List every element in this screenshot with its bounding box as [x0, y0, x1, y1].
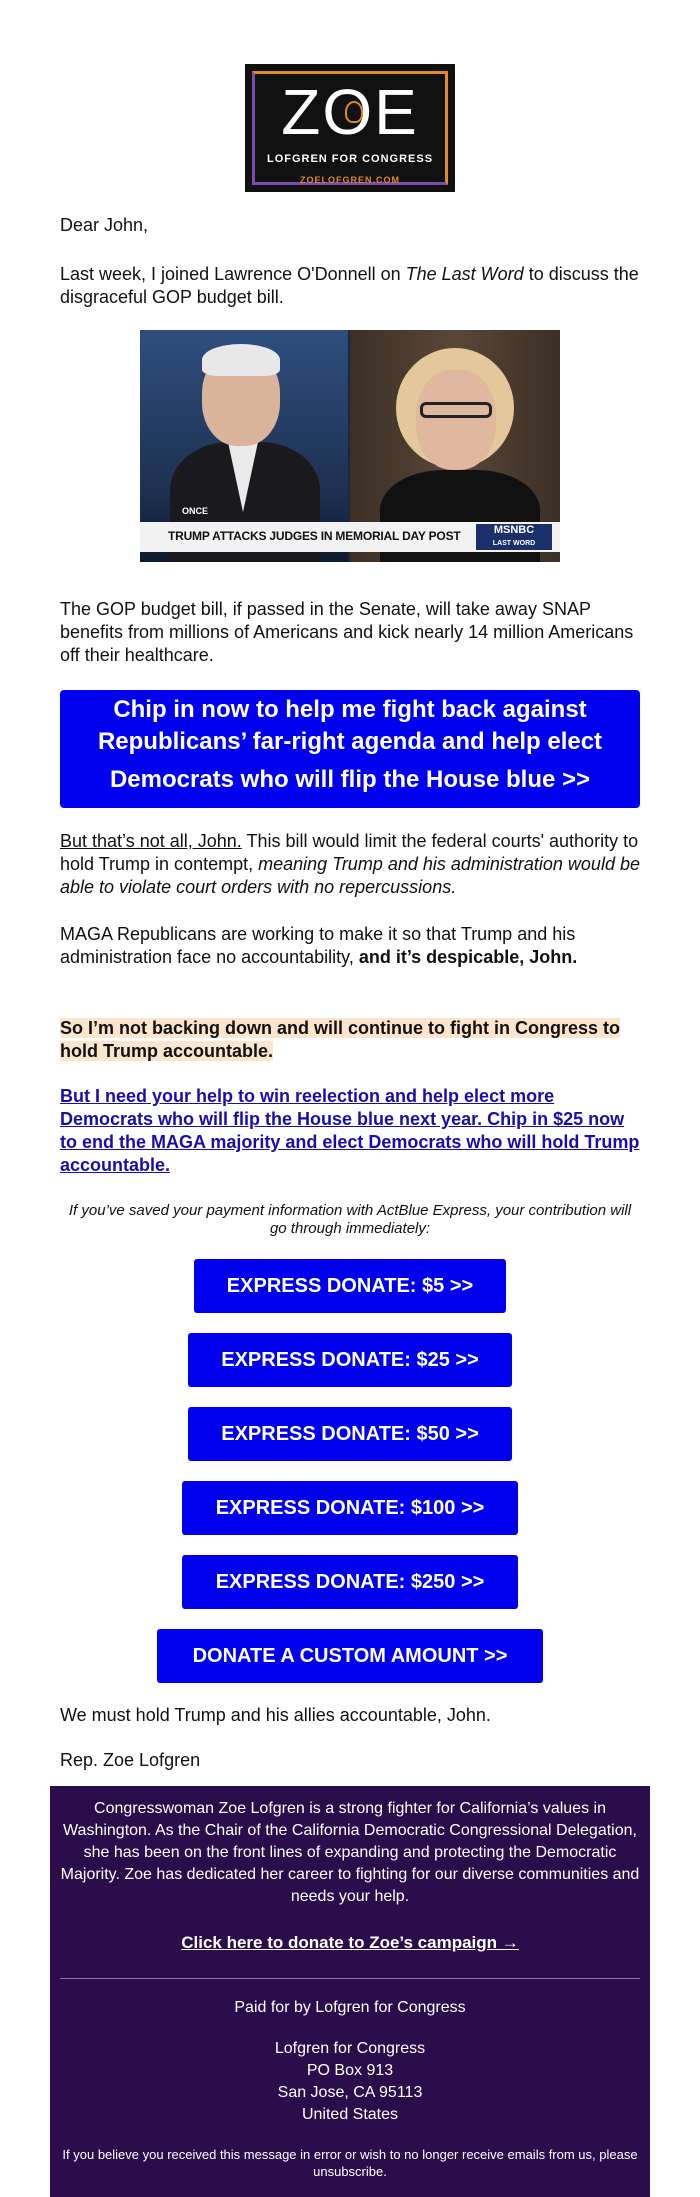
intro-text: Last week, I joined Lawrence O'Donnell on: [60, 264, 406, 284]
maga-text: MAGA Republicans are working to make it so that Trump and his administration face no accountability,: [60, 924, 576, 967]
budget-paragraph: The GOP budget bill, if passed in the Senate, will take away SNAP benefits from millions of Americans and kick nearly 14 million Americans off their healthcare.: [60, 599, 634, 665]
cta-line-2: Republicans’ far-right agenda and help elect: [97, 728, 603, 755]
footer-donate-link[interactable]: Click here to donate to Zoe’s campaign →: [181, 1933, 519, 1952]
closing-line: We must hold Trump and his allies accountable, John.: [60, 1705, 491, 1725]
cta-line-1: Chip in now to help me fight back against: [113, 696, 587, 723]
intro-paragraph: [60, 263, 640, 309]
maga-paragraph: [60, 923, 640, 969]
address-country: United States: [301, 2106, 399, 2123]
host-hair: [202, 344, 280, 376]
guest-glasses: [420, 402, 492, 418]
donate-250-button[interactable]: EXPRESS DONATE: $250 >>: [182, 1555, 518, 1609]
footer-donate-row: [60, 1932, 640, 1955]
donate-custom-button[interactable]: DONATE A CUSTOM AMOUNT >>: [157, 1629, 543, 1683]
address-name: Lofgren for Congress: [274, 2040, 426, 2057]
video-thumbnail[interactable]: [140, 330, 560, 562]
cta-line-3: Democrats who will flip the House blue >>: [109, 766, 591, 793]
intro-text-end: to discuss the disgraceful GOP budget bill.: [60, 264, 639, 307]
address-city: San Jose, CA 95113: [277, 2084, 423, 2101]
chyron-text: TRUMP ATTACKS JUDGES IN MEMORIAL DAY POST: [168, 529, 461, 543]
donate-link-paragraph: [60, 1085, 640, 1177]
guest-face: [416, 370, 496, 470]
donate-link[interactable]: But I need your help to win reelection and help elect more Democrats who will flip the House blue next year. Chip in $25 now to end the MAGA majority and elect Democrats who will hold Trump accountable.: [60, 1086, 640, 1175]
footer-divider: [60, 1978, 640, 1979]
network-name: MSNBC: [493, 524, 535, 536]
signature: Rep. Zoe Lofgren: [60, 1750, 201, 1770]
donate-25-button[interactable]: EXPRESS DONATE: $25 >>: [188, 1333, 512, 1387]
courts-text: This bill would limit the federal courts' authority to hold Trump in contempt,: [60, 831, 639, 874]
paid-for: Paid for by Lofgren for Congress: [234, 1999, 466, 2016]
footer-bio: Congresswoman Zoe Lofgren is a strong fighter for California’s values in Washington. As the Chair of the California Democratic Congressional Delegation, she has been on the front lines of expanding and protecting the Democratic Majority. Zoe has dedicated her career to fighting for our diverse communities and needs your help.: [60, 1800, 640, 1905]
actblue-note: If you’ve saved your payment information with ActBlue Express, your contribution will go through immediately:: [68, 1202, 632, 1237]
courts-lead: But that’s not all, John.: [60, 831, 242, 851]
program-name: LAST WORD: [492, 540, 536, 547]
logo-url: ZOELOFGREN.COM: [300, 175, 400, 185]
address-po-box: PO Box 913: [306, 2062, 394, 2079]
campaign-logo[interactable]: [245, 64, 455, 192]
network-logo: [476, 524, 552, 550]
unsubscribe-note[interactable]: If you believe you received this message in error or wish to no longer receive emails from us, please unsubscribe.: [62, 2147, 638, 2179]
video-once-label: ONCE: [182, 506, 209, 516]
donate-50-button[interactable]: EXPRESS DONATE: $50 >>: [188, 1407, 512, 1461]
logo-name: ZOE: [281, 76, 419, 148]
donate-100-button[interactable]: EXPRESS DONATE: $100 >>: [182, 1481, 518, 1535]
logo-subtitle: LOFGREN FOR CONGRESS: [266, 153, 434, 165]
donate-5-button[interactable]: EXPRESS DONATE: $5 >>: [194, 1259, 506, 1313]
footer: [50, 1786, 650, 2197]
show-title: The Last Word: [405, 264, 524, 284]
maga-bold: and it’s despicable, John.: [358, 947, 578, 967]
highlight-text: So I’m not backing down and will continue to fight in Congress to hold Trump accountable.: [60, 1018, 620, 1061]
chip-in-button[interactable]: [60, 690, 640, 808]
lightbulb-icon: [345, 101, 363, 123]
greeting: Dear John,: [60, 215, 149, 235]
courts-italic: meaning Trump and his administration would be able to violate court orders with no repercussions.: [60, 854, 640, 897]
highlight-paragraph: [60, 1017, 640, 1063]
courts-paragraph: [60, 830, 640, 899]
